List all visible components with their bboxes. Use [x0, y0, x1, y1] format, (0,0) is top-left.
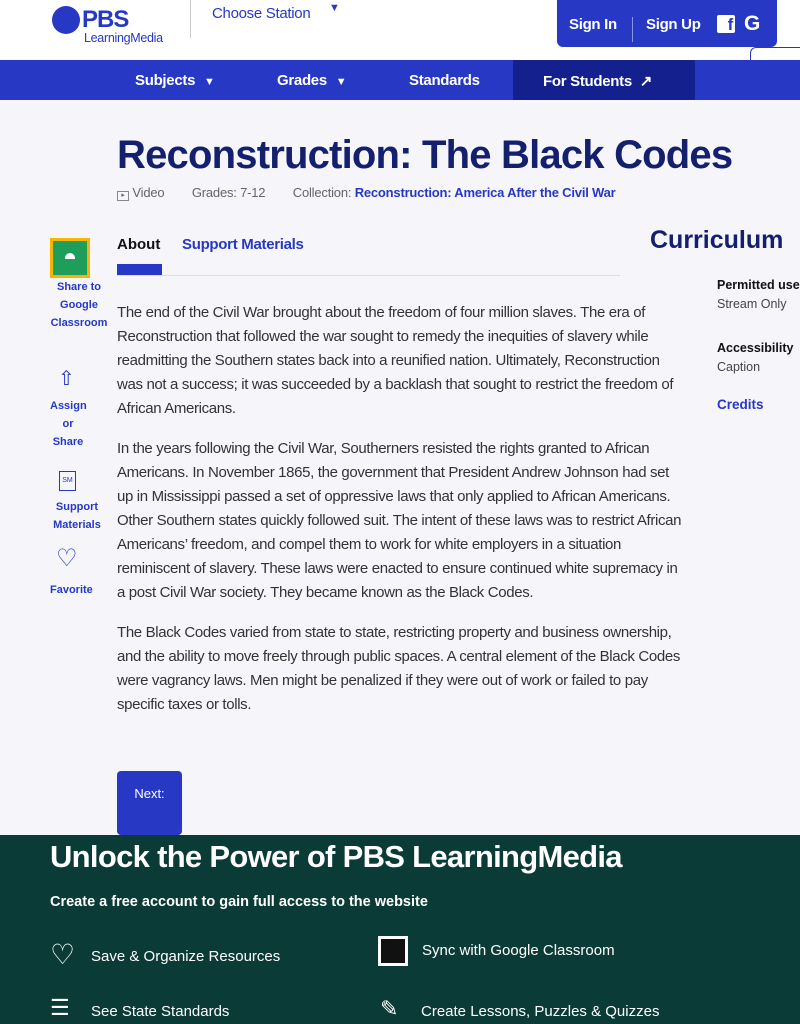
pbs-head-icon — [52, 6, 80, 34]
nav-standards[interactable]: Standards — [409, 72, 480, 89]
resource-type: Video — [132, 185, 165, 200]
main-nav — [0, 60, 800, 100]
header-divider — [190, 0, 191, 38]
support-materials-link[interactable]: Support Materials — [53, 501, 101, 531]
curriculum-heading: Curriculum — [650, 226, 784, 254]
feature-save: Save & Organize Resources — [91, 948, 281, 965]
google-icon[interactable]: G — [744, 12, 761, 35]
grades: Grades: 7-12 — [191, 185, 266, 200]
paragraph: In the years following the Civil War, Southerners resisted the rights granted to African Americans. In November 1865, the government that President Andrew Johnson had set up in Mississippi passed a set of oppressive laws that only applied to African Americans. Other Southern states quickly followed suit. The intent of these laws was to restrict African Americans’ freedom, and compel them to work for white employers in a situation reminiscent of slavery. These laws were enacted to ensure continued white supremacy in a post Civil War society. They became known as the Black Codes. — [117, 440, 682, 601]
list-icon: ☰ — [50, 995, 70, 1020]
divider — [632, 17, 633, 42]
nav-grades[interactable] — [277, 72, 346, 89]
collection-link[interactable]: Reconstruction: America After the Civil War — [354, 185, 616, 200]
permitted-use-value: Stream Only — [717, 297, 787, 311]
active-tab-indicator — [117, 264, 162, 275]
credits-link[interactable]: Credits — [717, 397, 764, 412]
caret-down-icon: ▼ — [204, 76, 215, 88]
nav-for-students[interactable] — [543, 72, 652, 90]
next-button[interactable]: Next: — [117, 771, 182, 835]
dropdown-edge — [750, 47, 800, 61]
google-classroom-icon[interactable] — [50, 238, 90, 278]
permitted-use-label: Permitted use — [717, 278, 800, 292]
share-google-classroom[interactable]: Share to Google Classroom — [50, 281, 108, 329]
accessibility-value: Caption — [717, 360, 761, 374]
google-classroom-icon — [378, 936, 408, 966]
description — [117, 301, 687, 733]
caret-down-icon: ▼ — [335, 76, 347, 88]
feature-sync: Sync with Google Classroom — [422, 942, 615, 959]
tab-support-materials[interactable]: Support Materials — [182, 236, 304, 253]
nav-label: Grades — [277, 72, 327, 89]
feature-standards: See State Standards — [91, 1003, 230, 1020]
external-link-icon: ↗ — [639, 73, 653, 90]
heart-icon[interactable]: ♡ — [56, 545, 78, 572]
nav-subjects[interactable] — [135, 72, 215, 89]
favorite-button[interactable]: Favorite — [50, 584, 93, 596]
facebook-icon[interactable]: f — [717, 15, 735, 33]
sign-up-button[interactable]: Sign Up — [646, 16, 701, 33]
nav-label: Subjects — [135, 72, 196, 89]
choose-station-button[interactable]: Choose Station — [212, 5, 311, 22]
accessibility-label: Accessibility — [717, 341, 794, 355]
page-title: Reconstruction: The Black Codes — [117, 133, 733, 177]
nav-label: For Students — [543, 73, 632, 90]
resource-meta — [117, 185, 616, 201]
signup-promo — [0, 835, 800, 1024]
tab-about[interactable]: About — [117, 236, 161, 253]
puzzle-icon: ✎ — [380, 996, 399, 1021]
promo-subtitle: Create a free account to gain full access to the website — [50, 894, 428, 910]
paragraph: The end of the Civil War brought about the freedom of four million slaves. The era of Reconstruction that followed the war sought to remedy the inequities of slavery while readmitting the Southern states back into a reunified nation. Ultimately, Reconstruction was not a success; it was succeeded by a backlash that sought to restrict the freedom of African Americans. — [117, 304, 674, 417]
logo-subtext: LearningMedia — [84, 31, 163, 45]
auth-panel — [557, 0, 777, 47]
paragraph: The Black Codes varied from state to state, restricting property and business ownership, and the ability to move freely through public spaces. A central element of the Black Codes were vagrancy laws. Men might be penalized if they were out of work or failed to pay specific taxes or tolls. — [117, 624, 681, 713]
tabs — [117, 236, 620, 276]
logo-text: PBS — [82, 6, 129, 33]
sign-in-button[interactable]: Sign In — [569, 16, 617, 33]
video-icon: ▸ — [117, 191, 129, 201]
heart-icon: ♡ — [50, 939, 76, 970]
promo-title: Unlock the Power of PBS LearningMedia — [50, 839, 622, 874]
share-icon: ⇧ — [58, 368, 75, 390]
collection-label: Collection: — [292, 185, 352, 200]
caret-down-icon: ▼ — [329, 2, 340, 14]
assign-or-share[interactable]: Assign or Share — [50, 400, 87, 448]
feature-create: Create Lessons, Puzzles & Quizzes — [421, 1003, 660, 1020]
support-materials-icon: SM — [59, 471, 76, 491]
